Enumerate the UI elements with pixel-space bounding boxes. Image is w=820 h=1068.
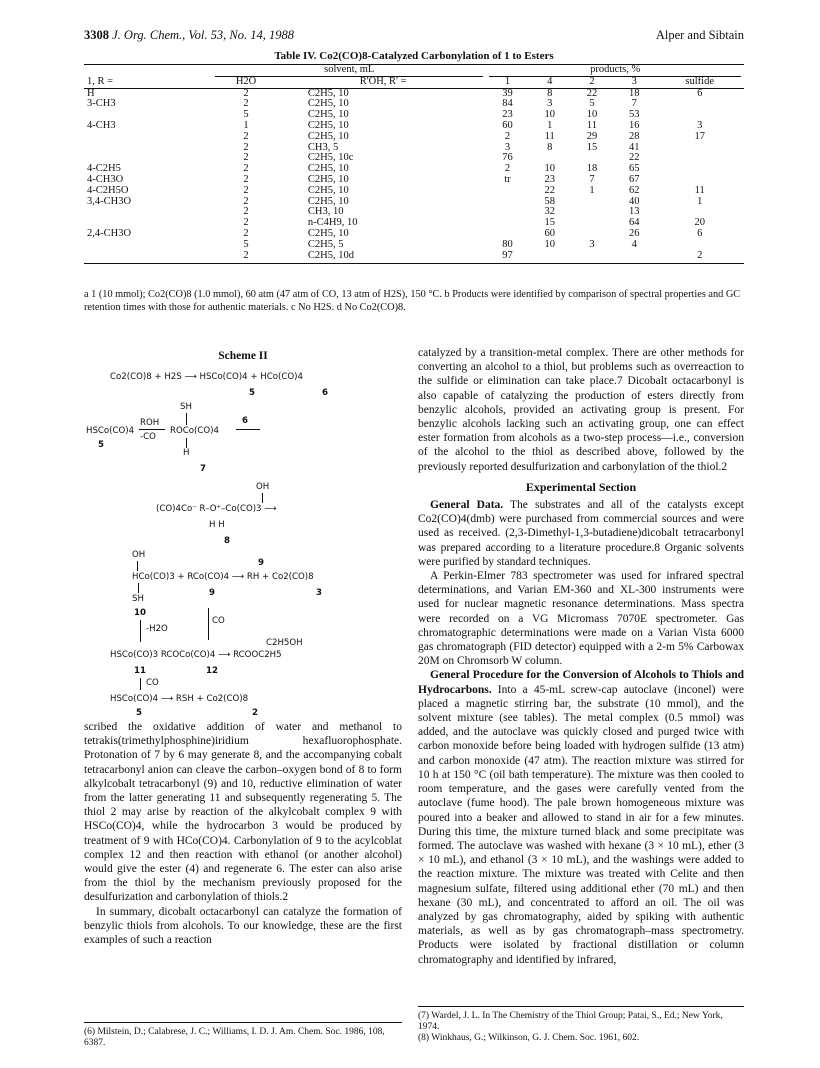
page-header [84,28,744,43]
table-cell: 84 [502,98,513,110]
sh-label: SH [132,594,144,604]
table-cell: 41 [629,141,640,153]
column-header: sulfide [655,77,744,88]
footnote-references-left [84,1022,402,1049]
table-cell: 2 [243,98,249,110]
table-row [84,99,744,110]
bond-line [186,438,187,448]
compound-number: 3 [316,588,322,598]
table-cell: 23 [544,173,555,185]
table-cell: 1 [697,195,703,207]
co-label: CO [146,678,159,688]
table-cell: 80 [502,238,513,250]
table-row [84,164,744,175]
complex-8: (CO)4Co⁻ R–O⁺–Co(CO)3 ⟶ [156,504,277,514]
table-cell [84,132,212,143]
table-cell: C2H5, 10 [307,130,349,142]
table-cell: n-C4H9, 10 [307,217,358,229]
table-cell [486,207,528,218]
table-cell: C2H5, 10 [307,119,349,131]
table-row [84,207,744,218]
table-cell: C2H5, 10 [307,184,349,196]
table-cell: 3 [504,141,511,153]
table-cell: 26 [629,227,640,239]
table-cell: C2H5, 10 [307,163,349,175]
compound-number: 9 [209,588,215,598]
scheme-diagram [84,360,402,718]
table-cell: 5 [589,98,595,110]
table-cell: 13 [629,206,640,218]
column-header: 1, R = [84,77,212,88]
table-cell: tr [504,173,511,185]
table-cell: 29 [586,130,598,142]
reference: (7) Wardel, J. L. In The Chemistry of the Thiol Group; Patai, S., Ed.; New York, 1974. [418,1011,723,1032]
column-header: 2 [571,77,613,88]
table-row [84,110,744,121]
paragraph: General Procedure for the Conversion of Alcohols to Thiols and Hydrocarbons. Into a 45-mL screw-cap autoclave (inconel) were placed a magnetic stirring bar, the substrate (10 mmol), and the solvent mixture (see tables). The metal complex (0.5 mmol) was added, and the autoclave was quickly closed and purged twice with carbon monoxide before being loaded with hydrogen sulfide (13 atm) and carbon monoxide (47 atm). The reaction mixture was stirred for 10 h at 150 °C (oil bath temperature). The mixture was then cooled to room temperature, and the gases were carefully vented from the autoclave (fume hood). The pale brown homogeneous mixture was poured into a beaker and allowed to stand in air for a few minutes. During this time, the mixture turned black and some precipitate was formed. The autoclave was washed with hexane (3 × 10 mL), ether (3 × 10 mL), and ethanol (3 × 10 mL), and the washings were added to the reaction mixture. The mixture was treated with Celite and then magnesium sulfate, filtered using additional ether (70 mL) and then hexane (30 mL), and concentrated to afford an oil. The oil was analyzed by gas chromatography, aided by spiking with authentic materials, as well as by gas chromatograph–mass spectrometry. Products were isolated by fractional distillation or column chromatography and identified by infrared, [418,669,744,966]
table-cell: C2H5, 10 [307,109,349,121]
table-row [84,229,744,240]
table-cell: 2 [243,184,249,196]
table-cell: 64 [629,217,640,229]
table-cell [655,164,744,175]
compound-number: 5 [249,388,255,398]
bond-line [186,413,187,425]
table-cell: 97 [486,251,528,264]
table-cell: 67 [629,173,640,185]
table-cell: C2H5, 10 [307,173,349,185]
hsco-label: HSCo(CO)4 [86,426,135,436]
table-cell: 7 [631,98,637,110]
compound-number: 5 [136,708,142,718]
table-cell: 65 [629,163,640,175]
table-cell: 4-CH3 [87,119,116,131]
table-row [84,197,744,208]
column-header: H2O [212,77,280,88]
table-cell: 39 [502,87,513,99]
table-cell: 7 [589,173,595,185]
table-cell: 23 [502,109,513,121]
scheme-line-ester: HSCo(CO)3 RCOCo(CO)4 ⟶ RCOOC2H5 [110,650,282,660]
table-cell [486,197,528,208]
table-cell: 32 [544,206,555,218]
table-cell: 15 [544,217,555,229]
table-cell: 60 [544,227,555,239]
table-cell: CH3, 5 [307,141,339,153]
table-row [84,153,744,164]
left-column-text [84,720,402,947]
table-cell: 2 [212,251,280,264]
table-cell: 2 [504,163,511,175]
page-number: 3308 [84,28,109,42]
ethanol-label: C2H5OH [266,638,303,648]
table-cell: 76 [502,152,513,164]
table-cell: C2H5, 10c [307,152,354,164]
compound-number: 6 [322,388,328,398]
hh-label: H H [209,520,225,530]
table-cell: 2,4-CH3O [87,227,132,239]
table-cell: C2H5, 10 [307,227,349,239]
table-cell [571,197,613,208]
table-cell: C2H5, 10d [280,251,486,264]
table-cell: C2H5, 10 [307,195,349,207]
table-cell [486,186,528,197]
journal-citation: J. Org. Chem., Vol. 53, No. 14, 1988 [112,28,294,42]
arrow-line [139,429,165,430]
column-header: 4 [529,77,571,88]
scheme-title: Scheme II [218,350,268,362]
oh-label: OH [256,482,270,492]
table-cell [571,207,613,218]
bond-line [137,561,138,571]
bond-line [138,583,139,593]
table-cell [529,251,571,264]
table-cell: 4-CH3O [87,173,124,185]
paragraph: catalyzed by a transition-metal complex. There are other methods for converting an alcohol to a thiol, but problems such as overreaction to the sulfide or elimination can take place.7 Dicobalt octacarbonyl is also capable of catalyzing the production of esters directly from benzylic alcohols, provided an activating group is present. For benzylic alcohols lacking such an activating group, one can effect ester formation from alcohols as a two-step process—i.e., conversion of the alcohol to the thiol as described above, followed by the previously reported desulfurization and carbonylation of the thiol.2 [418,347,744,473]
table-cell: 22 [586,87,598,99]
table-cell: 2 [243,195,249,207]
footnote-references-right [418,1006,744,1044]
table-cell [613,251,655,264]
table-cell: 2 [243,163,249,175]
table-cell: 11 [544,130,555,142]
table-cell: H [87,87,95,99]
run-in-heading: General Procedure for the Conversion of Alcohols to Thiols and Hydrocarbons. [418,669,744,696]
table-cell: 4 [631,238,637,250]
compound-number: 6 [242,416,248,426]
running-authors: Alper and Sibtain [655,28,744,42]
table-cell [571,218,613,229]
table-cell: 53 [629,109,640,121]
table-row [84,240,744,251]
paragraph: A Perkin-Elmer 783 spectrometer was used for infrared spectral determinations, and Varian EM-360 and XL-300 instruments were used for nuclear magnetic resonance determinations. Mass spectra were recorded on a VG Micromass 7070E spectrometer. Gas chromatographic determinations were made on a Varian Vista 6000 gas chromatograph (FID detector) equipped with a 2-m 5% Carbowax 20M on Chromsorb W column. [418,570,744,668]
table-cell: 3 [697,119,703,131]
compound-number: 5 [98,440,104,450]
table-cell [84,207,212,218]
table-cell: 2 [243,141,249,153]
h-label: H [183,448,190,458]
table-cell: 3 [589,238,595,250]
table-cell [655,240,744,251]
table-cell: 4-C2H5 [87,163,121,175]
water-loss-label: -H2O [146,624,168,634]
column-header: R'OH, R' = [280,77,486,88]
table-cell: 2 [243,206,249,218]
table-cell: C2H5, 10 [307,87,349,99]
table-cell: 5 [243,238,249,250]
reference: (6) Milstein, D.; Calabrese, J. C.; Williams, I. D. J. Am. Chem. Soc. 1986, 108, 6387. [84,1027,385,1048]
table-cell: 8 [547,87,553,99]
group-products-header: products, % [486,65,744,77]
table-cell: 4-C2H5O [87,184,129,196]
roh-label: ROH [140,418,160,428]
table-cell: 1 [589,184,595,196]
oh-label: OH [132,550,146,560]
table-footnote: a 1 (10 mmol); Co2(CO)8 (1.0 mmol), 60 atm (47 atm of CO, 13 atm of H2S), 150 °C. b Products were identified by comparison of spectral properties and GC retention times with those for authentic materials. c No H2S. d No Co2(CO)8. [84,289,741,313]
section-heading: Experimental Section [525,479,637,494]
table-cell: 17 [694,130,705,142]
compound-number: 2 [252,708,258,718]
scheme-line-hydrocarbon: HCo(CO)3 + RCo(CO)4 ⟶ RH + Co2(CO)8 [132,572,314,582]
compound-number: 10 [134,608,146,618]
table-row [84,218,744,229]
table-cell: 20 [694,217,705,229]
table-cell: 2 [243,152,249,164]
paragraph: scribed the oxidative addition of water and methanol to tetrakis(trimethylphosphine)iridium hexafluorophosphate. Protonation of 7 by 6 may generate 8, and the accompanying cobalt tetracarbonyl anion can cleave the carbon–oxygen bond of 8 to form alkylcobalt tetracarbonyl (9) and 10, reductive elimination of water from the latter generating 11 and subsequently regenerating 5. The thiol 2 may arise by reaction of the alkylcobalt complex 9 with HSCo(CO)4, while the hydrocarbon 3 would be produced by treatment of 9 with HCo(CO)4. Carbonylation of 9 to the acylcoblat complex 12 and then reaction with ethanol (or another alcohol) would give the ester (4) and regenerate 6. The ester can also arise from the thiol by the mechanism previously proposed for the desulfurization and carbonylation of thiols.2 [84,721,402,904]
right-column-text [418,346,744,967]
table-cell: CH3, 10 [307,206,344,218]
table-cell [84,143,212,154]
table-cell: 10 [544,109,555,121]
compound-number: 12 [206,666,218,676]
table-row [84,132,744,143]
table-row [84,88,744,99]
co-loss-label: -CO [140,432,156,442]
table-cell: 62 [629,184,640,196]
table-cell: C2H5, 5 [307,238,344,250]
compound-number: 9 [258,558,264,568]
table-cell [655,143,744,154]
table-cell: 16 [629,119,640,131]
table-cell: 2 [243,130,249,142]
table-cell: 18 [629,87,640,99]
table-cell: 6 [697,87,703,99]
table-cell: 2 [243,217,249,229]
co-label: CO [212,616,225,626]
table-cell: 3,4-CH3O [87,195,132,207]
data-table [84,64,744,264]
table-cell: 2 [655,251,744,264]
table-cell: 10 [544,163,555,175]
bond-line [262,493,263,503]
table-row [84,175,744,186]
arrow-line [140,620,141,642]
run-in-heading: General Data. [430,499,504,512]
rococo-label: ROCo(CO)4 [170,426,219,436]
arrow-line [140,678,141,690]
table-cell: 60 [502,119,513,131]
scheme-line-thiol: HSCo(CO)4 ⟶ RSH + Co2(CO)8 [110,694,249,704]
scheme-line-1: Co2(CO)8 + H2S ⟶ HSCo(CO)4 + HCo(CO)4 [110,372,303,382]
table-cell [655,99,744,110]
arrow-line [236,429,260,430]
paragraph: General Data. The substrates and all of the catalysts except Co2(CO)4(dmb) were purchased from commercial sources and were used as received. (2,3-Dimethyl-1,3-butadiene)dicobalt tetracarbonyl was prepared according to a literature procedure.8 Organic solvents were purified by standard techniques. [418,499,744,568]
table-cell: 18 [586,163,598,175]
table-row [84,143,744,154]
column-header: 3 [613,77,655,88]
table-row [84,186,744,197]
table-cell [84,240,212,251]
table-cell: 2 [243,227,249,239]
table-cell: 11 [694,184,705,196]
sh-label: SH [180,402,192,412]
table-cell: 58 [544,195,555,207]
table-caption: Table IV. Co2(CO)8-Catalyzed Carbonylation of 1 to Esters [274,50,554,62]
table-cell: 22 [629,152,640,164]
table-cell: C2H5, 10 [307,98,349,110]
group-solvent-header: solvent, mL [212,65,486,77]
table-cell: 2 [504,130,511,142]
table-cell: 28 [629,130,640,142]
table-cell [84,251,212,264]
compound-number: 8 [224,536,230,546]
table-cell: 5 [243,109,249,121]
table-cell: 2 [243,87,249,99]
compound-number: 7 [200,464,206,474]
table-cell: 10 [586,109,598,121]
reference: (8) Winkhaus, G.; Wilkinson, G. J. Chem. Soc. 1961, 602. [418,1033,640,1043]
table-cell [655,153,744,164]
table-cell: 6 [697,227,703,239]
table-row [84,251,744,264]
table-cell: 2 [243,173,249,185]
table-cell: 1 [547,119,553,131]
table-cell: 22 [544,184,555,196]
arrow-line [208,608,209,640]
table-cell: 15 [586,141,598,153]
table-cell: 11 [586,119,598,131]
paragraph: In summary, dicobalt octacarbonyl can catalyze the formation of benzylic thiols from alcohols. To our knowledge, these are the first examples of such a reaction [84,905,402,947]
table-cell: 40 [629,195,640,207]
table-cell: 3-CH3 [87,98,116,110]
compound-number: 11 [134,666,146,676]
table-cell: 3 [547,98,553,110]
column-header: 1 [486,77,528,88]
table-row [84,121,744,132]
table-cell: 8 [547,141,553,153]
table-cell [486,218,528,229]
table-cell [571,251,613,264]
table-cell: 1 [243,119,249,131]
table-cell: 10 [544,238,555,250]
